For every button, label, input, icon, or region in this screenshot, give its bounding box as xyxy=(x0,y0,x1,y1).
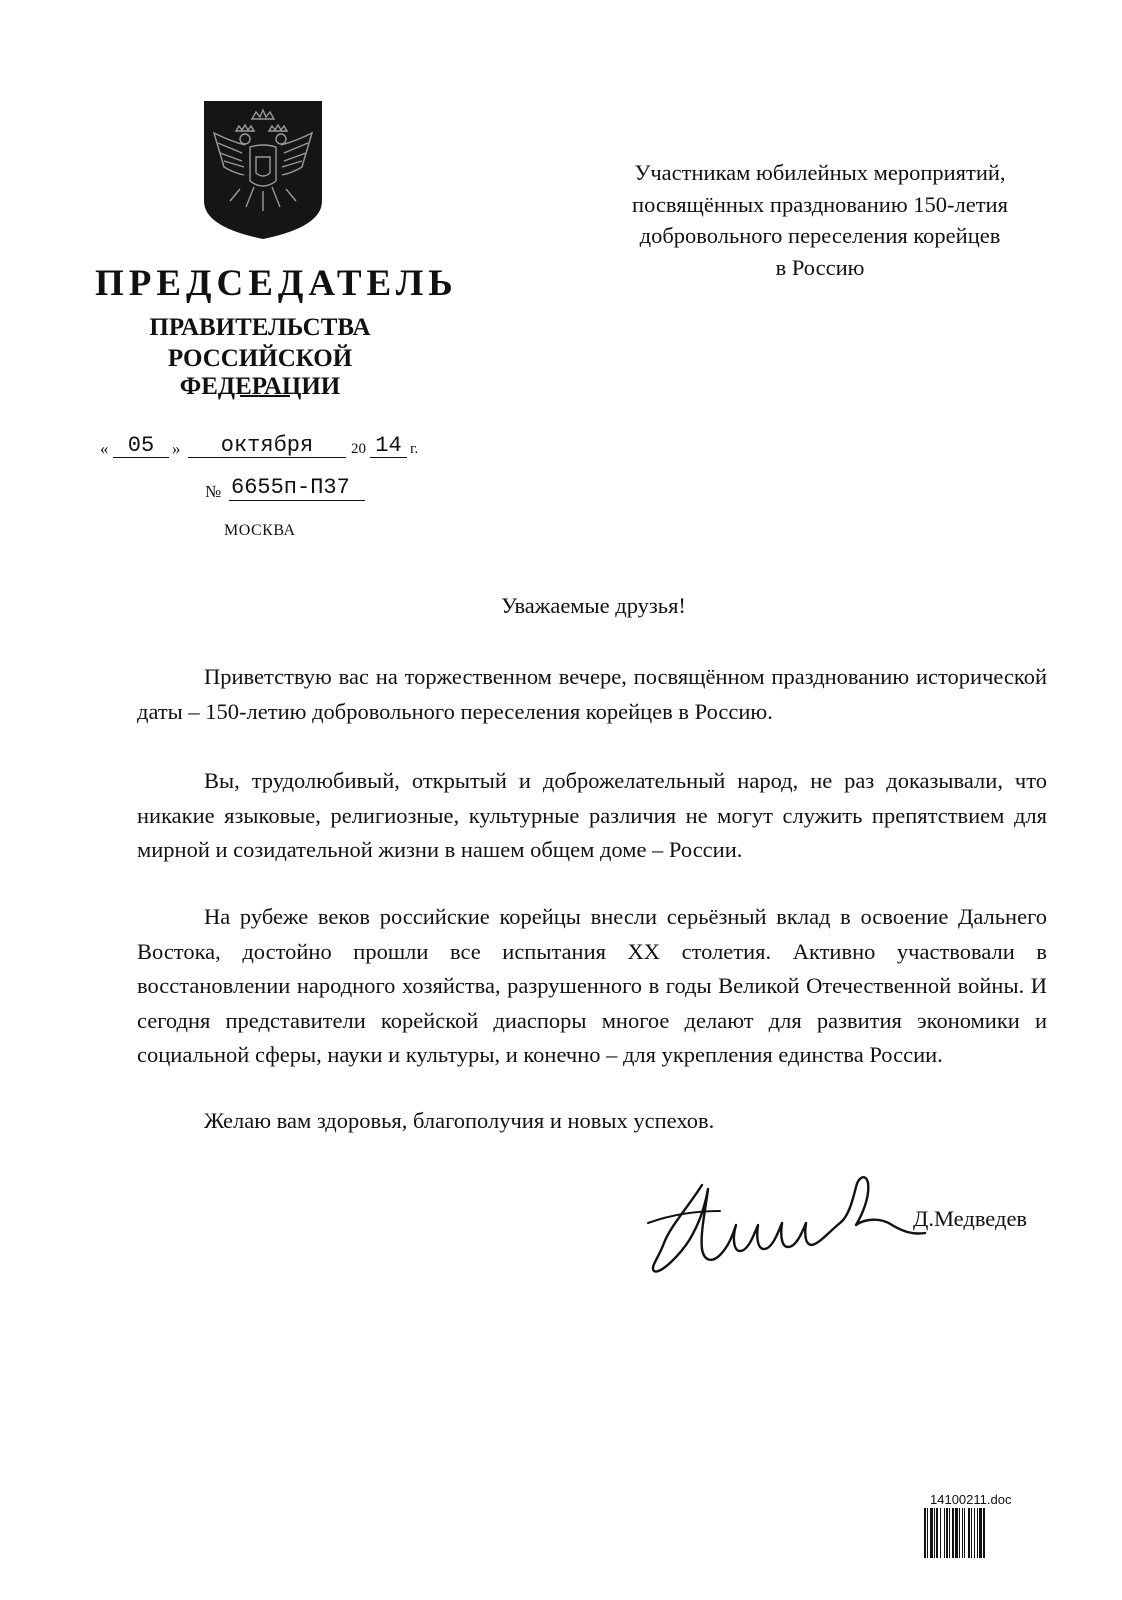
barcode-bar xyxy=(927,1508,928,1558)
body-paragraph: Желаю вам здоровья, благополучия и новых успехов. xyxy=(204,1108,715,1133)
addressee-line: добровольного переселения корейцев xyxy=(639,223,1001,248)
coat-of-arms-icon xyxy=(200,97,326,241)
document-filename: 14100211.doc xyxy=(930,1492,1012,1507)
document-number: 6655п-П37 xyxy=(229,476,365,501)
barcode-bar xyxy=(934,1508,935,1558)
barcode-bar xyxy=(974,1508,975,1558)
addressee-line: посвящённых празднованию 150-летия xyxy=(632,191,1008,217)
barcode-bar xyxy=(949,1508,950,1558)
barcode-bar xyxy=(968,1508,970,1558)
barcode-bar xyxy=(977,1508,978,1558)
date-year-unit: г. xyxy=(410,441,419,457)
barcode-bar xyxy=(979,1508,982,1558)
body-paragraph: Приветствую вас на торжественном вечере, посвящённом празднованию исторической даты – 150-летию добровольного переселения корейцев в Россию. xyxy=(137,664,1047,724)
date-year-prefix: 20 xyxy=(351,441,366,457)
barcode-bar xyxy=(964,1508,965,1558)
barcode-bar xyxy=(952,1508,954,1558)
date-close-quote: » xyxy=(172,439,181,458)
body-paragraph: На рубеже веков российские корейцы внесли серьёзный вклад в освоение Дальнего Востока, достойно прошли все испытания XX столетия. Активно участвовали в восстановлении народного хозяйства, разрушенного в годы Великой Отечественной войны. И сегодня представители корейской диаспоры многое делают для развития экономики и социальной сферы, науки и культуры, и конечно – для укрепления единства России. xyxy=(137,904,1047,1067)
addressee-line: в Россию xyxy=(775,254,865,280)
barcode-bar xyxy=(936,1508,938,1558)
barcode-icon xyxy=(922,1508,1028,1558)
barcode-bar xyxy=(930,1508,933,1558)
signer-name: Д.Медведев xyxy=(913,1206,1028,1231)
barcode-bar xyxy=(955,1508,958,1558)
barcode-bar xyxy=(983,1508,985,1558)
letterhead-title: ПРЕДСЕДАТЕЛЬ xyxy=(95,263,458,304)
letterhead-divider xyxy=(240,395,290,397)
letterhead-subtitle-line2: РОССИЙСКОЙ ФЕДЕРАЦИИ xyxy=(167,345,353,400)
barcode-bar xyxy=(940,1508,941,1558)
barcode-bar xyxy=(971,1508,972,1558)
handwritten-signature xyxy=(640,1163,930,1275)
date-month: октября xyxy=(188,435,346,458)
document-number-sign: № xyxy=(205,482,222,501)
addressee-line: Участникам юбилейных мероприятий, xyxy=(634,160,1006,185)
body-paragraph: Вы, трудолюбивый, открытый и доброжелательный народ, не раз доказывали, что никакие языковые, религиозные, культурные различия не могут служить препятствием для мирной и созидательной жизни в нашем общем доме – России. xyxy=(137,768,1047,862)
barcode-bar xyxy=(944,1508,945,1558)
date-year-suffix: 14 xyxy=(370,435,407,458)
addressee xyxy=(575,157,1065,283)
city: МОСКВА xyxy=(224,522,296,539)
barcode-bar xyxy=(959,1508,960,1558)
barcode-bar xyxy=(946,1508,948,1558)
date-day: 05 xyxy=(113,435,169,458)
letterhead-subtitle-line1: ПРАВИТЕЛЬСТВА xyxy=(149,314,371,341)
barcode-bar xyxy=(962,1508,963,1558)
date-open-quote: « xyxy=(100,439,109,458)
salutation: Уважаемые друзья! xyxy=(501,593,686,618)
barcode-bar xyxy=(924,1508,926,1558)
